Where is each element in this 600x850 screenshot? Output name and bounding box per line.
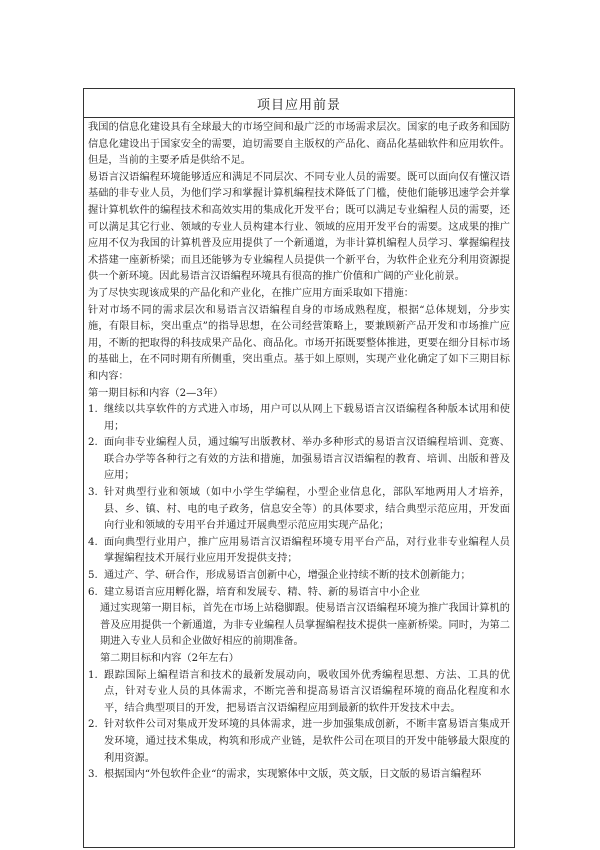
list-item-number: 3. [88, 769, 98, 781]
list-item-number: 6. [88, 586, 98, 598]
paragraph: 我国的信息化建设具有全球最大的市场空间和最广泛的市场需求层次。国家的电子政务和国防信息化建设出于国家安全的需要，迫切需要自主版权的产品化、商品化基础软件和应用软件。但是，当前的主要矛盾是供给不足。 [88, 122, 510, 167]
list-item-text: 面向非专业编程人员，通过编写出版教材、举办多种形式的易语言汉语编程培训、竞赛、联合办学等各种行之有效的方法和措施，加强易语言汉语编程的教育、培训、出版和普及应用； [104, 437, 510, 482]
list-item-text: 面向典型行业用户，推广应用易语言汉语编程环境专用平台产品，对行业非专业编程人员掌握编程技术开展行业应用开发提供支持； [104, 536, 510, 565]
list-item-text: 针对典型行业和领域（如中小学生学编程，小型企业信息化，部队军地两用人才培养，县、乡、镇、村、电的电子政务，信息安全等）的具体要求，结合典型示范应用，开发面向行业和领域的专用平台并通过开展典型示范应用实现产品化； [104, 487, 510, 532]
paragraph: 易语言汉语编程环境能够适应和满足不同层次、不同专业人员的需要。既可以面向仅有懂汉语基础的非专业人员，为他们学习和掌握计算机编程技术降低了门槛，使他们能够迅速学会并掌握计算机软件的编程技术和高效实用的集成化开发平台；既可以满足专业编程人员的需要，还可以满足其它行业、领域的专业人员构建本行业、领域的应用开发平台的需要。这成果的推广应用不仅为我国的计算机普及应用提供了一个新通道，为非计算机编程人员学习、掌握编程技术搭建一座新桥梁；而且还能够为专业编程人员提供一个新平台，为软件企业充分利用资源提供一个新环境。因此易语言汉语编程环境具有很高的推广价值和广阔的产业化前景。 [88, 171, 510, 283]
list-item [88, 435, 510, 485]
list-item-text: 继续以共享软件的方式进入市场，用户可以从网上下载易语言汉语编程各种版本试用和使用； [104, 404, 510, 432]
phase1-summary: 通过实现第一期目标，首先在市场上站稳脚跟。使易语言汉语编程环境为推广我国计算机的普及应用提供一个新通道，为非专业编程人员掌握编程技术提供一座新桥梁。同时，为第二期进入专业人员和企业做好相应的前期准备。 [100, 603, 510, 648]
document-frame [83, 88, 515, 848]
list-item [88, 668, 510, 718]
list-item [88, 717, 510, 767]
list-item-number: 3. [88, 487, 98, 499]
phase2-heading: 第二期目标和内容（2年左右） [100, 653, 239, 664]
list-item-number: 5. [88, 570, 98, 582]
list-item-text: 建立易语言应用孵化器，培育和发展专、精、特、新的易语言中小企业 [104, 586, 420, 598]
document-title: 项目应用前景 [256, 97, 341, 113]
list-item-number: 2. [88, 437, 98, 449]
list-item-text: 跟踪国际上编程语言和技术的最新发展动向，吸收国外优秀编程思想、方法、工具的优点，针对专业人员的具体需求，不断完善和提高易语言汉语编程环境的商品化程度和水平，结合典型项目的开发，把易语言汉语编程应用到最新的软件开发技术中去。 [104, 669, 510, 714]
paragraph: 为了尽快实现该成果的产品化和产业化，在推广应用方面采取如下措施： [88, 287, 414, 299]
list-item [88, 535, 510, 568]
list-item [88, 568, 510, 585]
list-item [88, 402, 510, 435]
list-item-number: 1. [88, 669, 98, 681]
list-item-text: 根据国内“外包软件企业“的需求，实现繁体中文版，英文版，日文版的易语言编程环 [104, 769, 482, 781]
list-item [88, 485, 510, 535]
title-row [84, 89, 514, 118]
document-content [84, 118, 514, 784]
list-item-text: 通过产、学、研合作，形成易语言创新中心，增强企业持续不断的技术创新能力； [104, 570, 471, 582]
list-item-number: 4. [88, 536, 98, 548]
list-item-number: 1. [88, 404, 98, 416]
list-item [88, 767, 510, 784]
list-item-number: 2. [88, 719, 98, 731]
phase1-heading: 第一期目标和内容（2—3年） [88, 387, 224, 399]
list-item-text: 针对软件公司对集成开发环境的具体需求，进一步加强集成创新，不断丰富易语言集成开发环境，通过技术集成，构筑和形成产业链，是软件公司在项目的开发中能够最大限度的利用资源。 [104, 719, 510, 764]
list-item [88, 585, 510, 602]
paragraph: 针对市场不同的需求层次和易语言汉语编程自身的市场成熟程度，根据“总体规划，分步实施，有限目标，突出重点”的指导思想，在公司经营策略上，要兼顾新产品开发和市场推广应用，不断的把取得的科技成果产品化、商品化。市场开拓既要整体推进，更要在细分目标市场的基础上，在不同时期有所侧重，突出重点。基于如上原则，实现产业化确定了如下三期目标和内容： [88, 304, 510, 382]
